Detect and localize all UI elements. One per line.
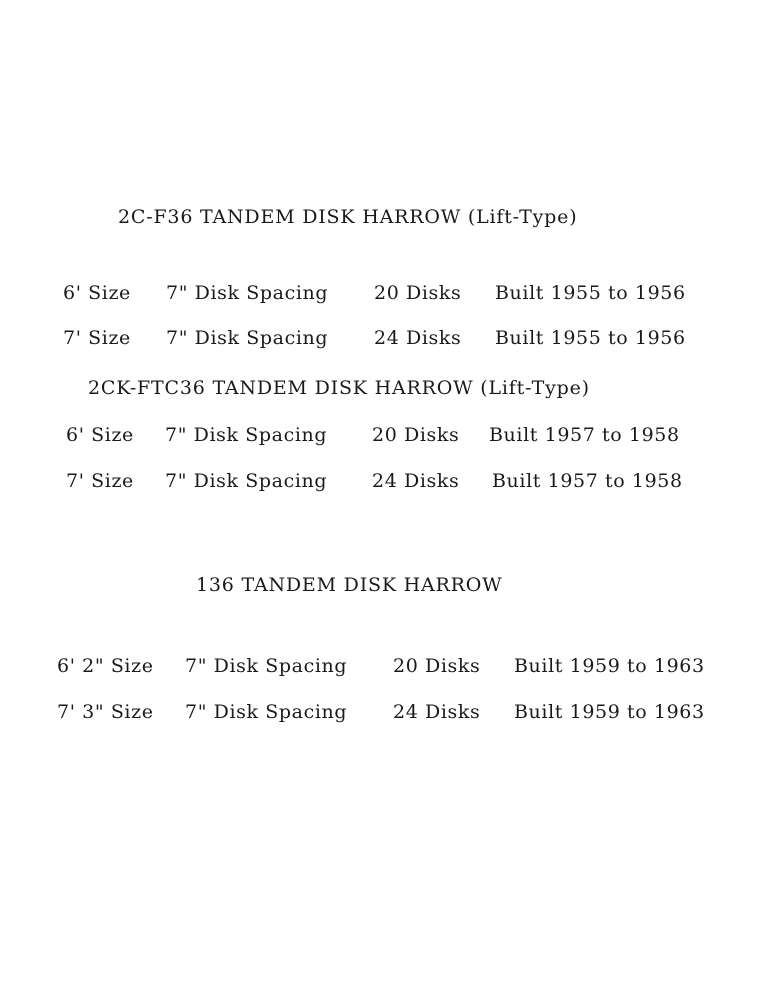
size-cell: 6' Size <box>63 282 131 304</box>
size-cell: 6' Size <box>66 424 134 446</box>
built-cell: Built 1955 to 1956 <box>495 282 686 304</box>
size-cell: 7' 3" Size <box>57 701 154 723</box>
disks-cell: 24 Disks <box>374 327 462 349</box>
size-cell: 7' Size <box>63 327 131 349</box>
section-title: 2CK-FTC36 TANDEM DISK HARROW (Lift-Type) <box>88 377 590 399</box>
section-title: 2C-F36 TANDEM DISK HARROW (Lift-Type) <box>118 206 578 228</box>
built-cell: Built 1959 to 1963 <box>514 655 705 677</box>
built-cell: Built 1955 to 1956 <box>495 327 686 349</box>
spacing-cell: 7" Disk Spacing <box>165 470 328 492</box>
spacing-cell: 7" Disk Spacing <box>185 701 348 723</box>
spacing-cell: 7" Disk Spacing <box>165 424 328 446</box>
size-cell: 6' 2" Size <box>57 655 154 677</box>
spacing-cell: 7" Disk Spacing <box>166 282 329 304</box>
disks-cell: 20 Disks <box>372 424 460 446</box>
built-cell: Built 1957 to 1958 <box>489 424 680 446</box>
spacing-cell: 7" Disk Spacing <box>185 655 348 677</box>
built-cell: Built 1959 to 1963 <box>514 701 705 723</box>
disks-cell: 24 Disks <box>393 701 481 723</box>
disks-cell: 24 Disks <box>372 470 460 492</box>
spacing-cell: 7" Disk Spacing <box>166 327 329 349</box>
size-cell: 7' Size <box>66 470 134 492</box>
disks-cell: 20 Disks <box>393 655 481 677</box>
disks-cell: 20 Disks <box>374 282 462 304</box>
built-cell: Built 1957 to 1958 <box>492 470 683 492</box>
section-title: 136 TANDEM DISK HARROW <box>196 574 503 596</box>
